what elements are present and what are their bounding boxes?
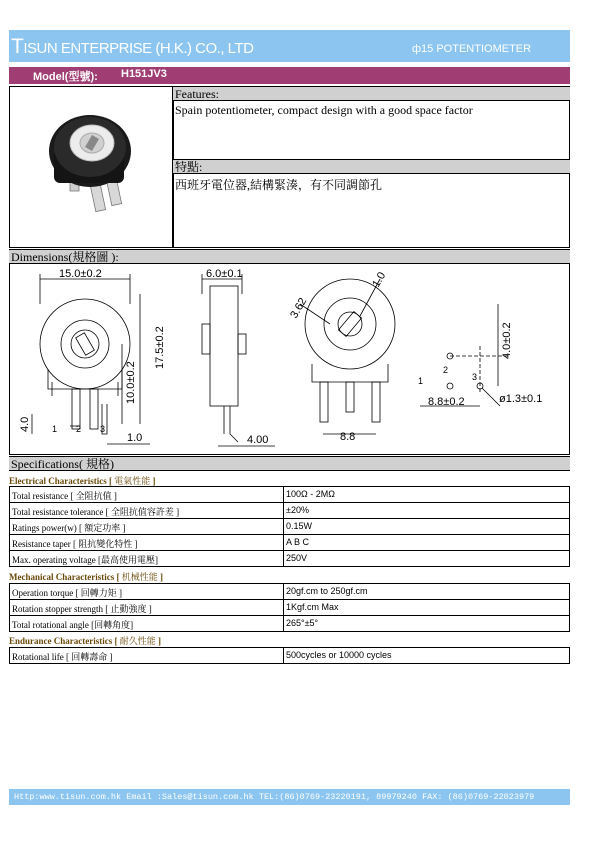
product-title: ф15 POTENTIOMETER [412,43,532,55]
dim-width: 15.0±0.2 [59,268,102,280]
spec-label: Total rotational angle [回轉角度] [12,620,134,630]
spec-row [9,647,570,664]
dim-side-width: 6.0±0.1 [206,268,243,280]
spec-value: 0.15W [286,521,313,531]
spec-divider [283,616,284,631]
dimensions-title: Dimensions(規格圖 ): [11,250,119,264]
front-pin-2: 2 [76,424,82,434]
specifications-title-bar [9,456,570,471]
dim-shaft-dia: 3.62 [288,295,310,321]
dim-height-total: 17.5±0.2 [154,326,166,369]
electrical-title: Electrical Characteristics [ [9,476,112,486]
electrical-title-end: ] [152,476,156,486]
spec-divider [283,519,284,534]
features-cn-title: 特點: [175,160,203,174]
company-initial: T [11,35,24,58]
front-pin-1: 1 [52,424,58,434]
features-cn-text: 西班牙電位器,結構緊湊，有不同調節孔 [175,178,383,192]
mechanical-title-end: ] [159,572,163,582]
spec-value: 100Ω - 2MΩ [286,489,335,499]
front-view [19,268,166,444]
pcb-layout [418,304,542,408]
spec-row [9,518,570,535]
spec-label: Resistance taper [ 阻抗變化特性 ] [12,539,138,549]
spec-value: 500cycles or 10000 cycles [286,650,392,660]
front-pin-3: 3 [100,424,106,434]
spec-divider [283,503,284,518]
endurance-title-end: ] [158,636,161,646]
spec-row [9,615,570,632]
dim-side-depth: 4.00 [247,434,269,446]
product-photo [10,87,172,247]
spec-label: Total resistance tolerance [ 全阻抗值容許差 ] [12,507,180,517]
spec-label: Ratings power(w) [ 額定功率 ] [12,523,126,533]
spec-value: 1Kgf.cm Max [286,602,339,612]
spec-row [9,486,570,503]
features-cn-title-bar [173,159,570,174]
spec-value: ±20% [286,505,309,515]
spec-value: 250V [286,553,308,563]
product-photo-box [9,86,173,248]
spec-value: 265°±5° [286,618,319,628]
spec-label: Rotation stopper strength [ 止動強度 ] [12,604,152,614]
spec-divider [283,551,284,566]
spec-divider [283,487,284,502]
mechanical-title: Mechanical Characteristics [ [9,572,120,582]
spec-row [9,502,570,519]
model-label: Model(型號): [33,71,98,83]
spec-row [9,550,570,567]
rear-view [288,270,395,443]
dim-pin-spacing-v: 4.0±0.2 [501,322,513,359]
spec-label: Rotational life [ 回轉壽命 ] [12,652,113,662]
spec-divider [283,600,284,615]
dim-front-width: 8.8 [340,431,356,443]
company-name [11,35,253,59]
dim-pin-offset: 1.0 [127,432,143,444]
dimensions-drawing-box [9,263,570,455]
spec-divider [283,535,284,550]
pcb-pin-3: 3 [472,372,478,382]
dim-hole-dia: ø1.3±0.1 [499,393,543,405]
dim-pin-length: 4.0 [19,416,31,432]
features-title: Features: [175,87,219,101]
dimensions-title-bar [9,249,570,264]
electrical-title-cn: 電氣性能 [114,476,151,486]
spec-value: A B C [286,537,310,547]
spec-value: 20gf.cm to 250gf.cm [286,586,368,596]
pcb-pin-1: 1 [418,376,424,386]
company-name-rest: ISUN ENTERPRISE (H.K.) CO., LTD [23,40,254,57]
endurance-section-title [9,634,161,647]
endurance-title-cn: 耐久性能 [119,636,156,646]
spec-row [9,583,570,600]
spec-row [9,534,570,551]
features-title-bar [173,86,570,101]
dimension-drawing [10,264,569,454]
specifications-title: Specifications( 規格) [11,457,114,471]
pcb-pin-2: 2 [443,365,449,375]
mechanical-section-title [9,570,163,583]
spec-label: Operation torque [ 回轉力矩 ] [12,588,122,598]
dim-pin-spacing-h: 8.8±0.2 [428,396,465,408]
model-value: H151JV3 [121,68,167,80]
spec-divider [283,584,284,599]
spec-divider [283,648,284,663]
spec-label: Total resistance [ 全阻抗值 ] [12,491,117,501]
side-view [202,268,275,446]
spec-label: Max. operating voltage [最高使用電壓] [12,555,158,565]
dim-height-center: 10.0±0.2 [125,361,137,404]
spec-row [9,599,570,616]
features-text: Spain potentiometer, compact design with a good space factor [175,103,473,117]
footer-contact: Http:www.tisun.com.hk Email :Sales@tisun.com.hk TEL:(86)0769-23220191, 89979240 FAX: (86)0769-22023979 [14,792,535,802]
dim-slot: 1.0 [370,270,389,290]
endurance-title: Endurance Characteristics [ [9,636,118,646]
mechanical-title-cn: 机械性能 [121,572,158,582]
